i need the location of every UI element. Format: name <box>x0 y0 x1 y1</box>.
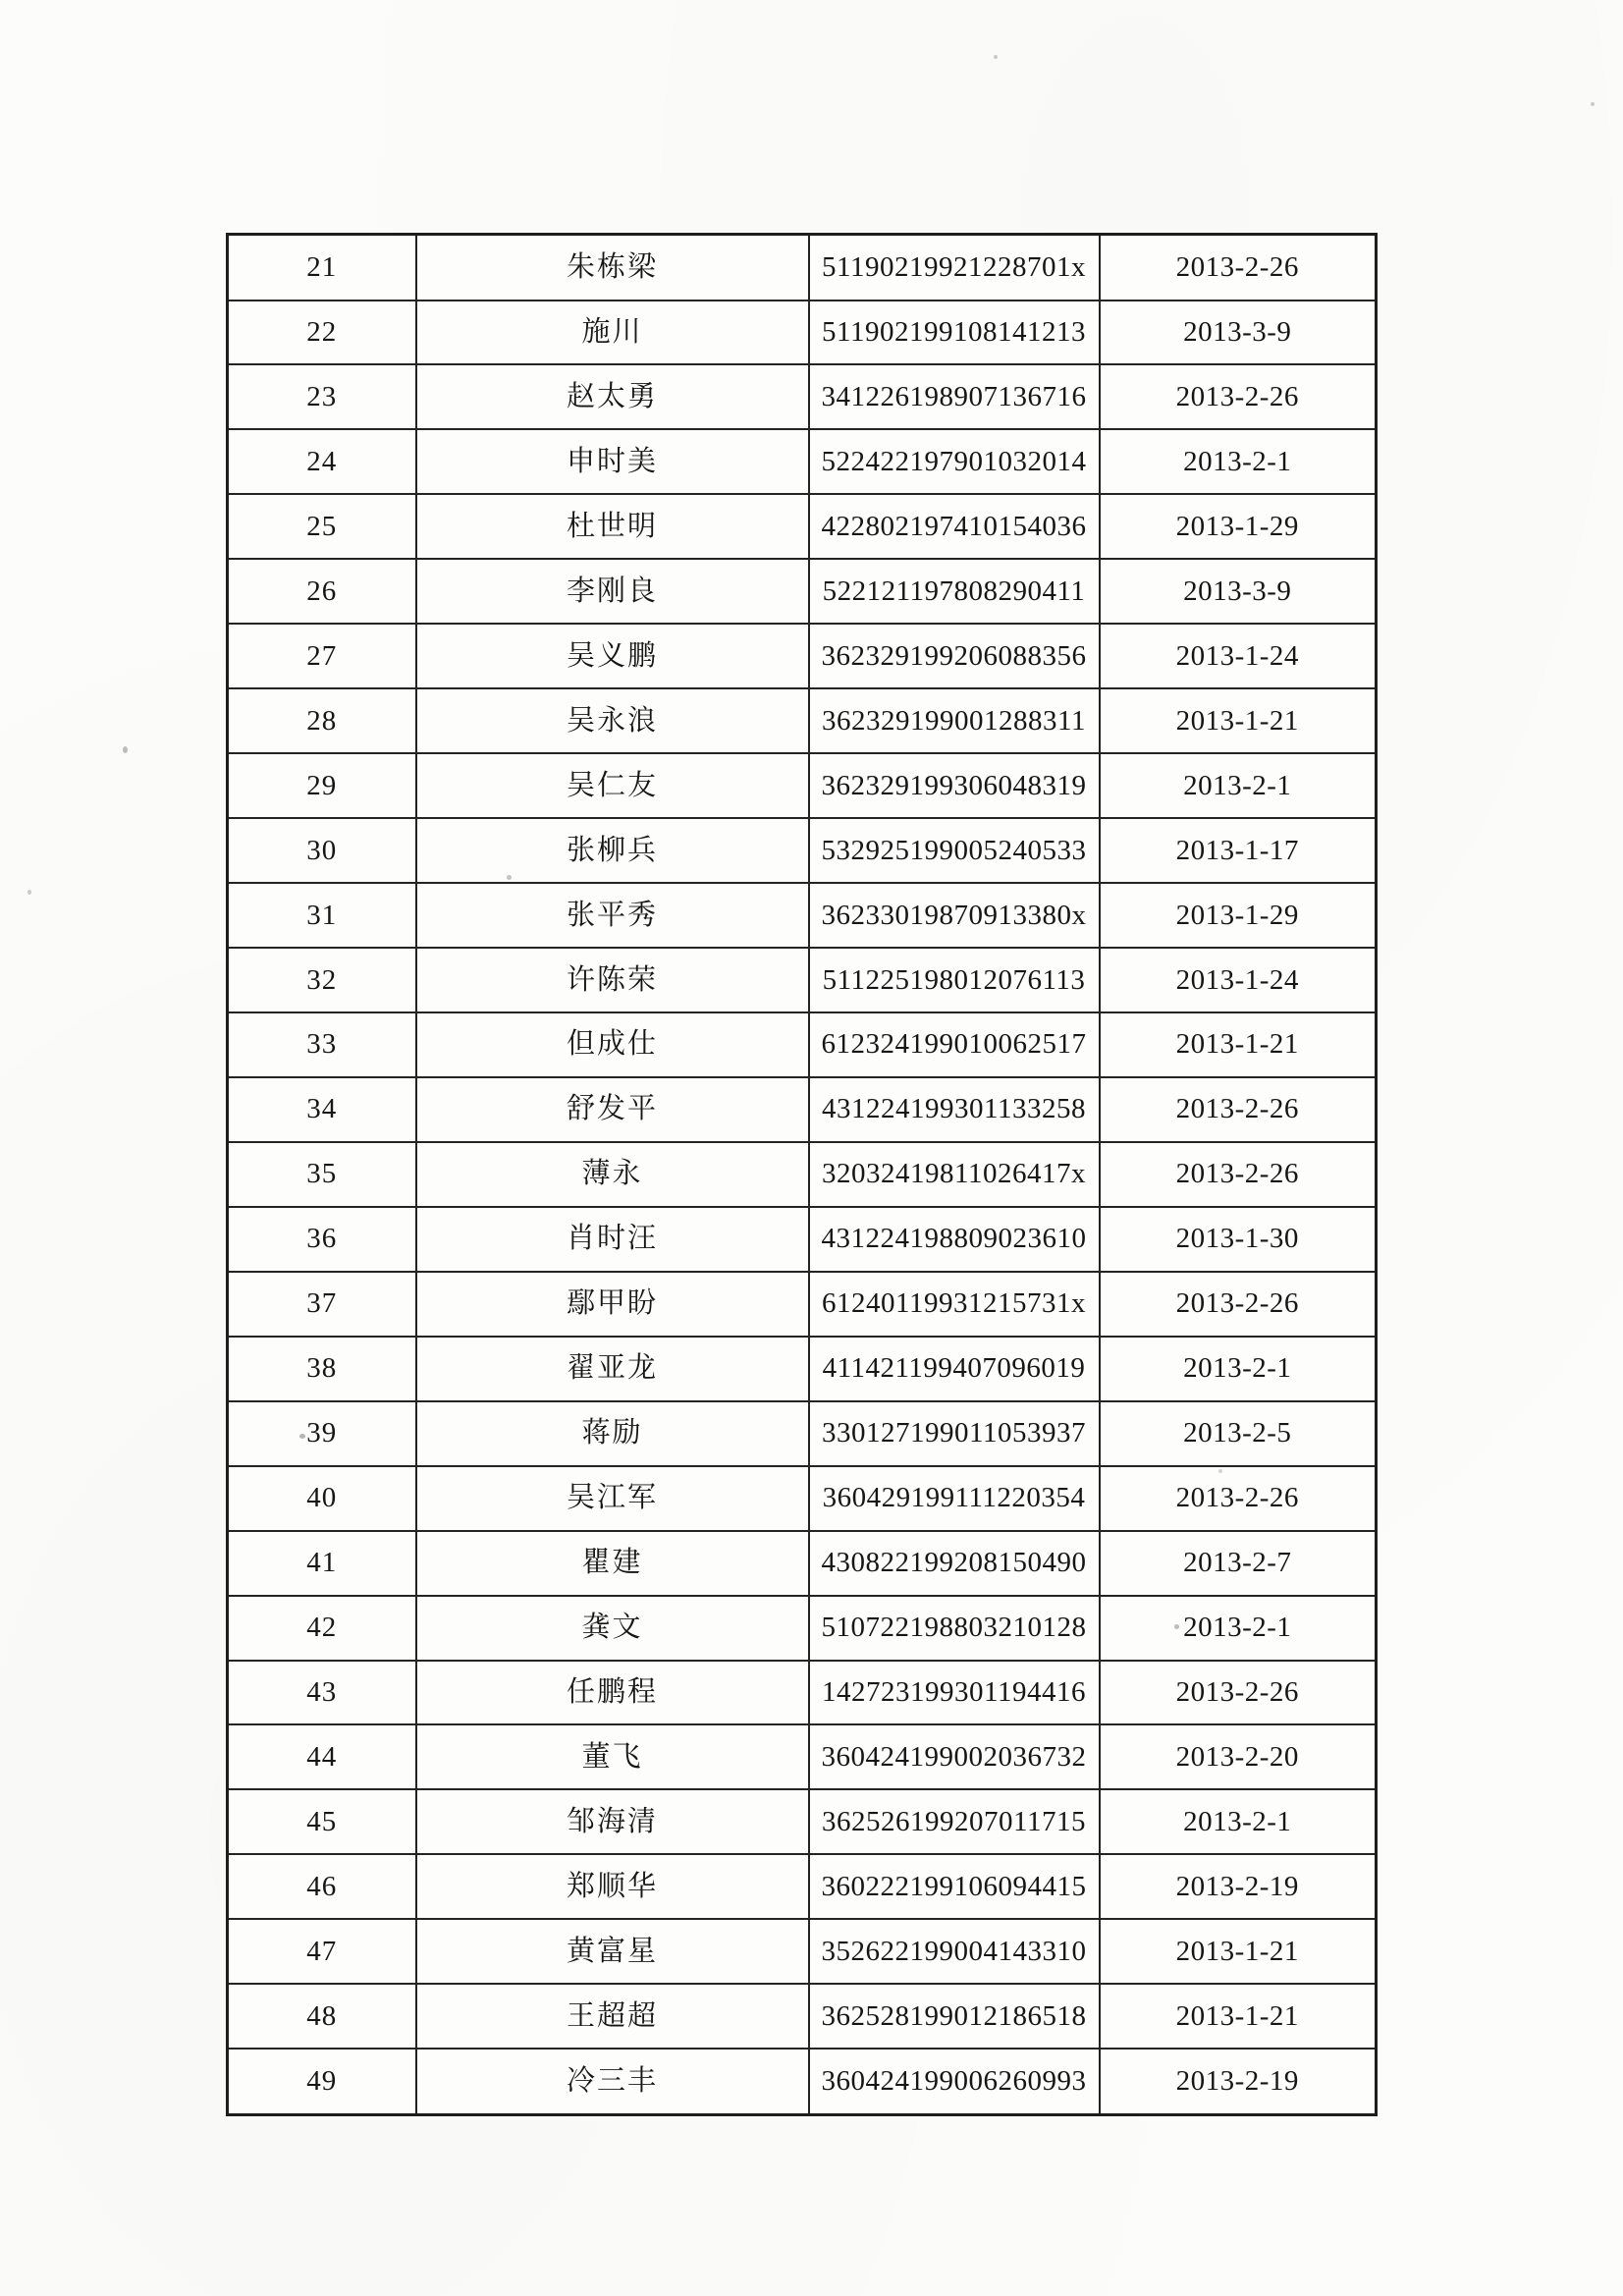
table-row <box>228 1466 1377 1531</box>
table-row <box>228 1012 1377 1077</box>
id-number-cell: 360424199006260993 <box>809 2049 1100 2114</box>
table-row <box>228 1207 1377 1272</box>
table-row <box>228 1077 1377 1142</box>
row-number-cell: 43 <box>228 1661 416 1725</box>
scan-speck <box>1591 102 1595 106</box>
row-number-cell: 33 <box>228 1012 416 1077</box>
name-cell: 冷三丰 <box>416 2049 809 2114</box>
table-row <box>228 883 1377 948</box>
id-number-cell: 362526199207011715 <box>809 1789 1100 1854</box>
date-cell: 2013-1-30 <box>1100 1207 1377 1272</box>
date-cell: 2013-2-20 <box>1100 1724 1377 1789</box>
row-number-cell: 35 <box>228 1142 416 1207</box>
table-row <box>228 1401 1377 1466</box>
scan-speck <box>123 746 128 753</box>
scan-speck <box>507 875 512 880</box>
name-cell: 薄永 <box>416 1142 809 1207</box>
date-cell: 2013-2-26 <box>1100 1142 1377 1207</box>
row-number-cell: 34 <box>228 1077 416 1142</box>
id-number-cell: 51190219921228701x <box>809 235 1100 301</box>
table-row <box>228 1596 1377 1661</box>
date-cell: 2013-2-1 <box>1100 1789 1377 1854</box>
name-cell: 申时美 <box>416 429 809 494</box>
name-cell: 王超超 <box>416 1984 809 2049</box>
row-number-cell: 36 <box>228 1207 416 1272</box>
name-cell: 许陈荣 <box>416 948 809 1012</box>
name-cell: 但成仕 <box>416 1012 809 1077</box>
row-number-cell: 39 <box>228 1401 416 1466</box>
row-number-cell: 45 <box>228 1789 416 1854</box>
id-number-cell: 362329199306048319 <box>809 753 1100 818</box>
table-row <box>228 624 1377 688</box>
date-cell: 2013-1-29 <box>1100 494 1377 559</box>
table-row <box>228 1272 1377 1337</box>
row-number-cell: 44 <box>228 1724 416 1789</box>
row-number-cell: 27 <box>228 624 416 688</box>
date-cell: 2013-2-7 <box>1100 1531 1377 1596</box>
name-cell: 杜世明 <box>416 494 809 559</box>
table-row <box>228 753 1377 818</box>
name-cell: 邹海清 <box>416 1789 809 1854</box>
table-row <box>228 1984 1377 2049</box>
row-number-cell: 21 <box>228 235 416 301</box>
table-row <box>228 1337 1377 1401</box>
id-number-cell: 511225198012076113 <box>809 948 1100 1012</box>
date-cell: 2013-2-1 <box>1100 429 1377 494</box>
name-cell: 赵太勇 <box>416 364 809 429</box>
row-number-cell: 22 <box>228 301 416 365</box>
date-cell: 2013-2-26 <box>1100 1272 1377 1337</box>
name-cell: 龚文 <box>416 1596 809 1661</box>
name-cell: 舒发平 <box>416 1077 809 1142</box>
date-cell: 2013-1-17 <box>1100 818 1377 883</box>
date-cell: 2013-3-9 <box>1100 559 1377 624</box>
row-number-cell: 24 <box>228 429 416 494</box>
date-cell: 2013-2-26 <box>1100 1661 1377 1725</box>
table-row <box>228 494 1377 559</box>
id-number-cell: 341226198907136716 <box>809 364 1100 429</box>
date-cell: 2013-1-24 <box>1100 948 1377 1012</box>
id-number-cell: 612324199010062517 <box>809 1012 1100 1077</box>
row-number-cell: 49 <box>228 2049 416 2114</box>
table-row <box>228 1854 1377 1919</box>
row-number-cell: 23 <box>228 364 416 429</box>
name-cell: 鄢甲盼 <box>416 1272 809 1337</box>
row-number-cell: 40 <box>228 1466 416 1531</box>
id-number-cell: 362329199001288311 <box>809 688 1100 753</box>
table-row <box>228 1724 1377 1789</box>
row-number-cell: 38 <box>228 1337 416 1401</box>
name-cell: 董飞 <box>416 1724 809 1789</box>
id-number-cell: 36233019870913380x <box>809 883 1100 948</box>
name-cell: 李刚良 <box>416 559 809 624</box>
name-cell: 黄富星 <box>416 1919 809 1984</box>
table-row <box>228 2049 1377 2114</box>
date-cell: 2013-2-19 <box>1100 2049 1377 2114</box>
id-number-cell: 330127199011053937 <box>809 1401 1100 1466</box>
date-cell: 2013-1-21 <box>1100 1012 1377 1077</box>
table-row <box>228 1531 1377 1596</box>
table-row <box>228 1661 1377 1725</box>
row-number-cell: 37 <box>228 1272 416 1337</box>
row-number-cell: 41 <box>228 1531 416 1596</box>
name-cell: 翟亚龙 <box>416 1337 809 1401</box>
table-row <box>228 301 1377 365</box>
id-number-cell: 522121197808290411 <box>809 559 1100 624</box>
date-cell: 2013-1-21 <box>1100 1984 1377 2049</box>
id-number-cell: 411421199407096019 <box>809 1337 1100 1401</box>
table-row <box>228 364 1377 429</box>
name-cell: 任鹏程 <box>416 1661 809 1725</box>
scan-speck <box>1218 1469 1222 1473</box>
scan-speck <box>994 55 998 59</box>
row-number-cell: 30 <box>228 818 416 883</box>
id-number-cell: 360222199106094415 <box>809 1854 1100 1919</box>
table-row <box>228 1142 1377 1207</box>
date-cell: 2013-2-5 <box>1100 1401 1377 1466</box>
row-number-cell: 25 <box>228 494 416 559</box>
id-number-cell: 431224198809023610 <box>809 1207 1100 1272</box>
name-cell: 郑顺华 <box>416 1854 809 1919</box>
table-row <box>228 1919 1377 1984</box>
date-cell: 2013-3-9 <box>1100 301 1377 365</box>
name-cell: 吴永浪 <box>416 688 809 753</box>
row-number-cell: 46 <box>228 1854 416 1919</box>
id-number-cell: 430822199208150490 <box>809 1531 1100 1596</box>
date-cell: 2013-2-1 <box>1100 753 1377 818</box>
row-number-cell: 28 <box>228 688 416 753</box>
name-cell: 张平秀 <box>416 883 809 948</box>
row-number-cell: 31 <box>228 883 416 948</box>
name-cell: 瞿建 <box>416 1531 809 1596</box>
date-cell: 2013-1-21 <box>1100 688 1377 753</box>
name-cell: 蒋励 <box>416 1401 809 1466</box>
id-number-cell: 422802197410154036 <box>809 494 1100 559</box>
table-row <box>228 1789 1377 1854</box>
scan-speck <box>1174 1624 1179 1629</box>
date-cell: 2013-2-26 <box>1100 235 1377 301</box>
date-cell: 2013-2-19 <box>1100 1854 1377 1919</box>
id-number-cell: 510722198803210128 <box>809 1596 1100 1661</box>
table-row <box>228 235 1377 301</box>
table-row <box>228 948 1377 1012</box>
id-number-cell: 32032419811026417x <box>809 1142 1100 1207</box>
id-number-cell: 352622199004143310 <box>809 1919 1100 1984</box>
row-number-cell: 26 <box>228 559 416 624</box>
id-number-cell: 532925199005240533 <box>809 818 1100 883</box>
date-cell: 2013-2-26 <box>1100 1077 1377 1142</box>
row-number-cell: 29 <box>228 753 416 818</box>
date-cell: 2013-1-29 <box>1100 883 1377 948</box>
id-number-cell: 362329199206088356 <box>809 624 1100 688</box>
date-cell: 2013-2-1 <box>1100 1337 1377 1401</box>
records-table-body <box>228 235 1377 2115</box>
date-cell: 2013-1-21 <box>1100 1919 1377 1984</box>
name-cell: 吴江军 <box>416 1466 809 1531</box>
table-row <box>228 429 1377 494</box>
row-number-cell: 42 <box>228 1596 416 1661</box>
row-number-cell: 48 <box>228 1984 416 2049</box>
name-cell: 朱栋梁 <box>416 235 809 301</box>
table-row <box>228 818 1377 883</box>
name-cell: 张柳兵 <box>416 818 809 883</box>
name-cell: 吴仁友 <box>416 753 809 818</box>
date-cell: 2013-2-26 <box>1100 1466 1377 1531</box>
name-cell: 肖时汪 <box>416 1207 809 1272</box>
table-row <box>228 688 1377 753</box>
id-number-cell: 360424199002036732 <box>809 1724 1100 1789</box>
row-number-cell: 32 <box>228 948 416 1012</box>
id-number-cell: 362528199012186518 <box>809 1984 1100 2049</box>
id-number-cell: 431224199301133258 <box>809 1077 1100 1142</box>
records-table <box>226 233 1378 2116</box>
date-cell: 2013-1-24 <box>1100 624 1377 688</box>
id-number-cell: 61240119931215731x <box>809 1272 1100 1337</box>
table-row <box>228 559 1377 624</box>
id-number-cell: 142723199301194416 <box>809 1661 1100 1725</box>
scan-speck <box>27 890 31 895</box>
id-number-cell: 522422197901032014 <box>809 429 1100 494</box>
date-cell: 2013-2-1 <box>1100 1596 1377 1661</box>
row-number-cell: 47 <box>228 1919 416 1984</box>
name-cell: 吴义鹏 <box>416 624 809 688</box>
date-cell: 2013-2-26 <box>1100 364 1377 429</box>
scan-speck <box>299 1434 305 1439</box>
id-number-cell: 511902199108141213 <box>809 301 1100 365</box>
name-cell: 施川 <box>416 301 809 365</box>
id-number-cell: 360429199111220354 <box>809 1466 1100 1531</box>
